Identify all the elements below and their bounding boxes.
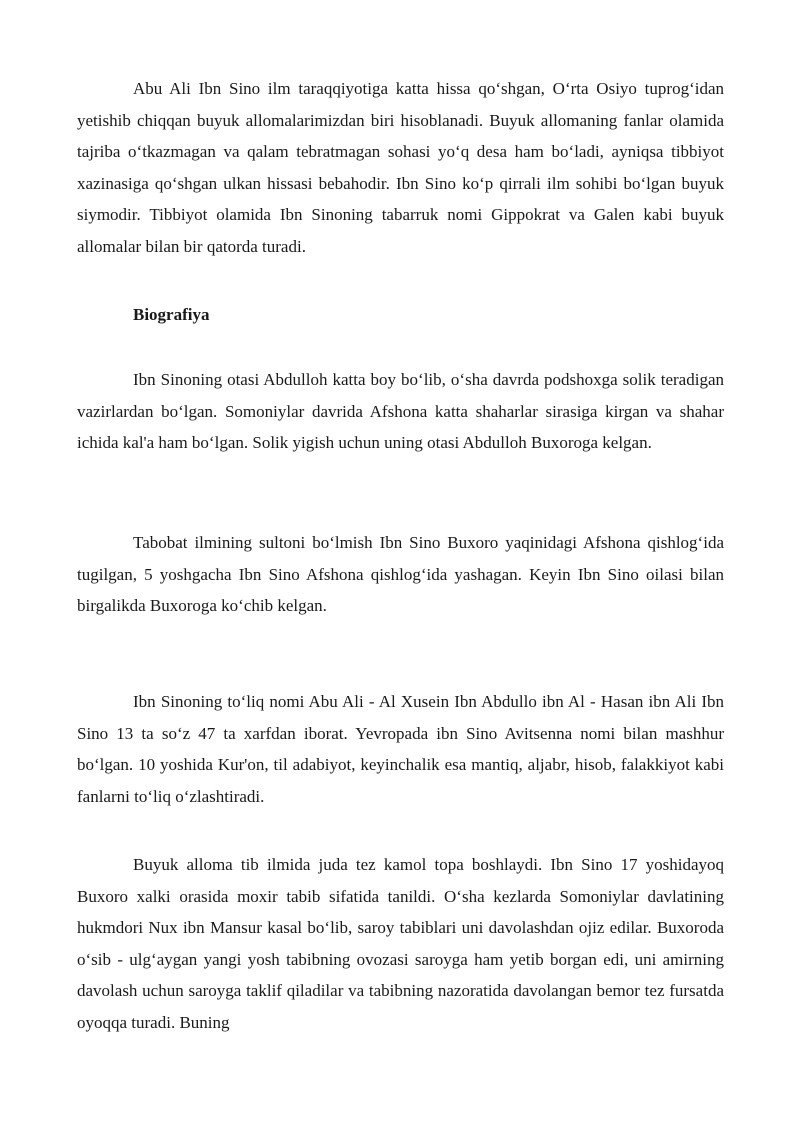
paragraph-full-name: Ibn Sinoning to‘liq nomi Abu Ali - Al Xusein Ibn Abdullo ibn Al - Hasan ibn Ali Ibn Sino 13 ta so‘z 47 ta xarfdan iborat. Yevropada ibn Sino Avitsenna nomi bilan mashhur bo‘lgan. 10 yoshida Kur'on, til adabiyot, keyinchalik esa mantiq, aljabr, hisob, falakkiyot kabi fanlarni to‘liq o‘zlashtiradi. xyxy=(77,692,724,806)
paragraph-father: Ibn Sinoning otasi Abdulloh katta boy bo‘lib, o‘sha davrda podshoxga solik teradigan vazirlardan bo‘lgan. Somoniylar davrida Afshona katta shaharlar sirasiga kirgan va shahar ichida kal'a ham bo‘lgan. Solik yigish uchun uning otasi Abdulloh Buxoroga kelgan. xyxy=(77,370,724,452)
paragraph-intro: Abu Ali Ibn Sino ilm taraqqiyotiga katta hissa qo‘shgan, O‘rta Osiyo tuprog‘idan yetishib chiqqan buyuk allomalarimizdan biri hisoblanadi. Buyuk allomaning fanlar olamida tajriba o‘tkazmagan va qalam tebratmagan sohasi yo‘q desa ham bo‘ladi, ayniqsa tibbiyot xazinasiga qo‘shgan ulkan hissasi bebahodir. Ibn Sino ko‘p qirrali ilm sohibi bo‘lgan buyuk siymodir. Tibbiyot olamida Ibn Sinoning tabarruk nomi Gippokrat va Galen kabi buyuk allomalar bilan bir qatorda turadi. xyxy=(77,79,724,256)
paragraph-medicine: Buyuk alloma tib ilmida juda tez kamol topa boshlaydi. Ibn Sino 17 yoshidayoq Buxoro xalki orasida moxir tabib sifatida tanildi. O‘sha kezlarda Somoniylar davlatining hukmdori Nux ibn Mansur kasal bo‘lib, saroy tabiblari uni davolashdan ojiz edilar. Buxoroda o‘sib - ulg‘aygan yangi yosh tabibning ovozasi saroyga ham yetib borgan edi, uni amirning davolash uchun saroyga taklif qiladilar va tabibning nazoratida davolangan bemor tez fursatda oyoqqa turadi. Buning xyxy=(77,855,724,1032)
paragraph-birthplace: Tabobat ilmining sultoni bo‘lmish Ibn Sino Buxoro yaqinidagi Afshona qishlog‘ida tugilgan, 5 yoshgacha Ibn Sino Afshona qishlog‘ida yashagan. Keyin Ibn Sino oilasi bilan birgalikda Buxoroga ko‘chib kelgan. xyxy=(77,533,724,615)
section-heading-biografiya: Biografiya xyxy=(133,305,210,324)
